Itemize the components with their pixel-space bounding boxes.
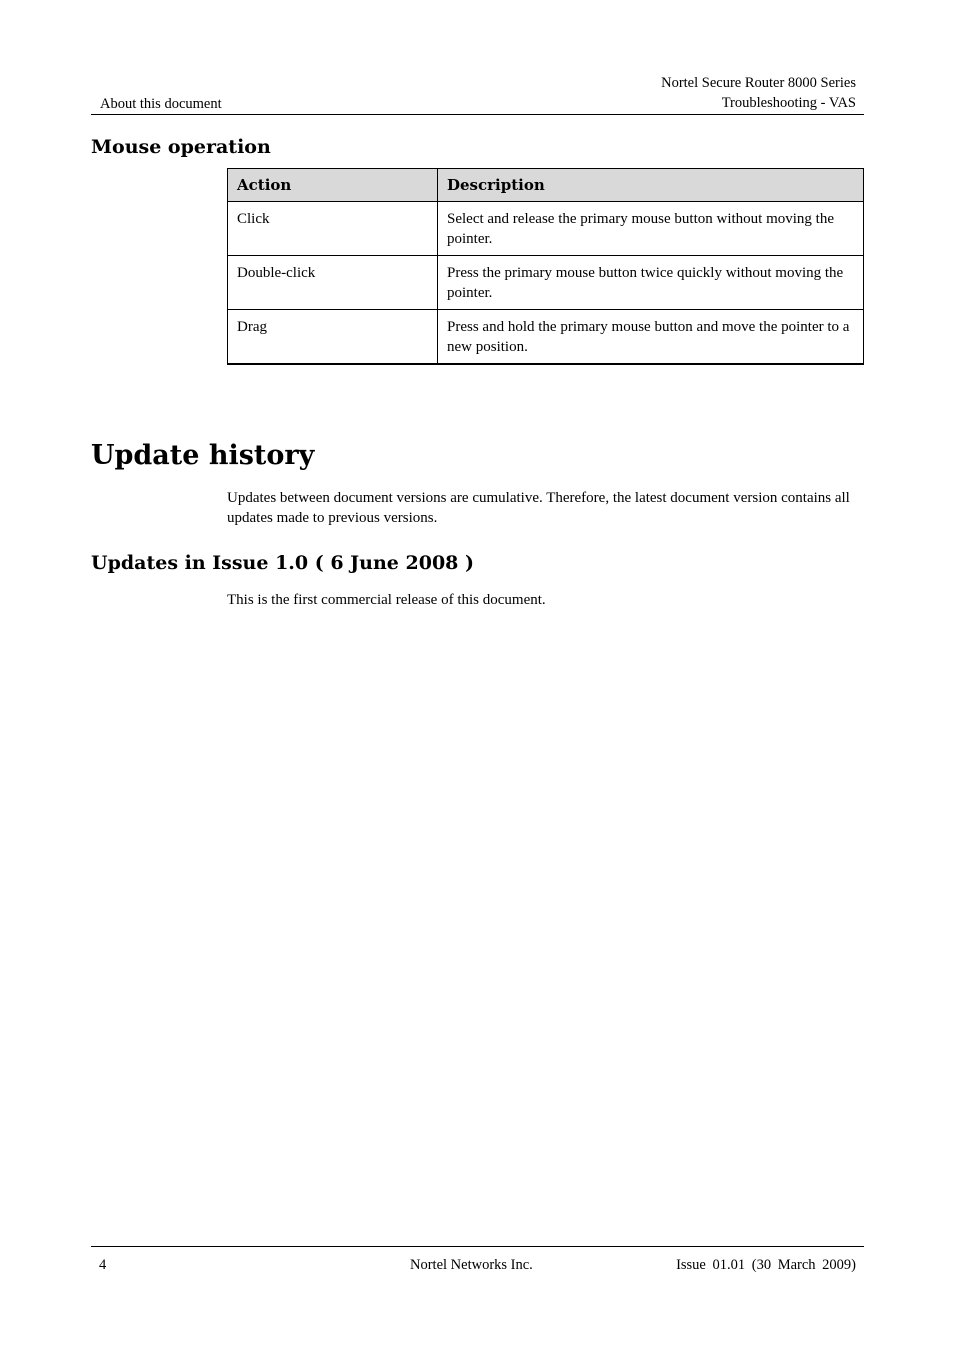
header-product: Nortel Secure Router 8000 Series	[661, 75, 856, 91]
header-section: About this document	[100, 96, 222, 112]
table-row	[228, 202, 864, 256]
description-cell: Press and hold the primary mouse button and move the pointer to a new position.	[438, 310, 864, 365]
issue-text: This is the first commercial release of this document.	[227, 592, 546, 608]
issue-heading: Updates in Issue 1.0 ( 6 June 2008 )	[91, 552, 474, 574]
table-row	[228, 256, 864, 310]
mouse-operation-heading: Mouse operation	[91, 136, 271, 158]
header-doc-title: Troubleshooting - VAS	[721, 95, 856, 111]
action-cell: Click	[228, 202, 438, 256]
page-header	[91, 74, 864, 115]
action-cell: Double-click	[228, 256, 438, 310]
table-header-row	[228, 169, 864, 202]
update-history-intro: Updates between document versions are cumulative. Therefore, the latest document version contains all updates made to previous versions.	[227, 490, 850, 526]
footer-issue: Issue 01.01 (30 March 2009)	[676, 1257, 856, 1273]
update-history-heading: Update history	[91, 440, 315, 471]
action-cell: Drag	[228, 310, 438, 365]
mouse-operation-table	[227, 168, 864, 365]
page-footer	[91, 1246, 864, 1273]
description-cell: Select and release the primary mouse button without moving the pointer.	[438, 202, 864, 256]
table-row	[228, 310, 864, 365]
page-number: 4	[99, 1257, 107, 1273]
column-header-action: Action	[228, 169, 438, 202]
description-cell: Press the primary mouse button twice quickly without moving the pointer.	[438, 256, 864, 310]
header-right	[661, 73, 856, 113]
column-header-description: Description	[438, 169, 864, 202]
footer-company: Nortel Networks Inc.	[410, 1257, 533, 1273]
